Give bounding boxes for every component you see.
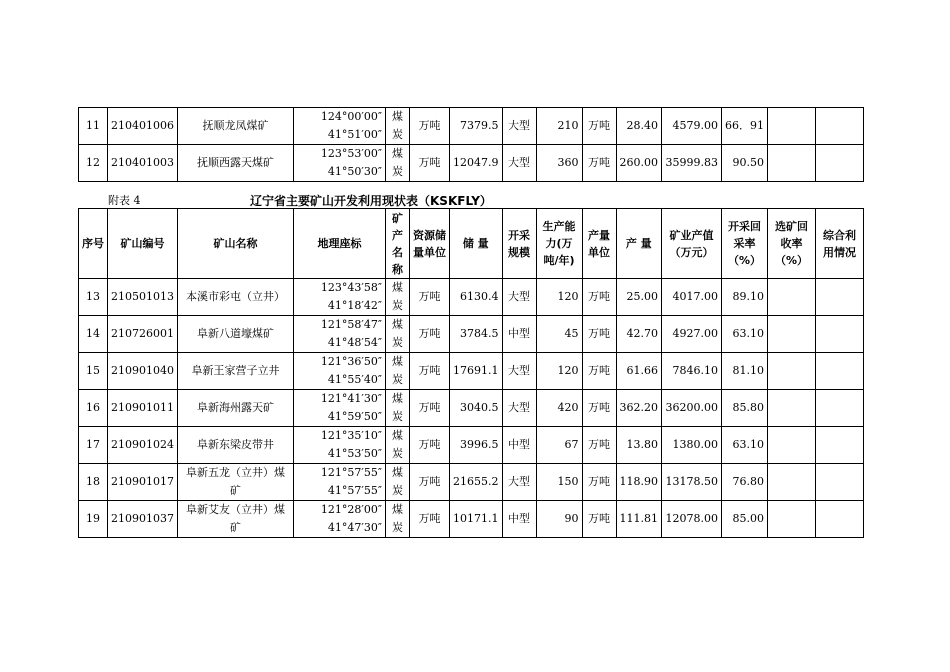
cell-usage [816,464,864,501]
cell-scale: 大型 [502,390,536,427]
table-row [79,427,864,464]
cell-usage [816,353,864,390]
cell-name: 抚顺龙凤煤矿 [178,108,294,145]
appendix-label: 附表 4 [108,194,141,207]
table-row [79,108,864,145]
cell-usage [816,390,864,427]
cell-scale: 中型 [502,316,536,353]
cell-capacity: 420 [536,390,582,427]
cell-mining-rate: 85.80 [722,390,768,427]
cell-usage [816,279,864,316]
header-coord: 地理座标 [294,209,386,279]
mine-development-table [78,208,864,538]
table-title: 辽宁省主要矿山开发利用现状表（KSKFLY） [250,194,492,208]
cell-output-unit: 万吨 [582,353,616,390]
cell-mineral: 煤炭 [386,145,410,182]
cell-name: 阜新海州露天矿 [178,390,294,427]
cell-unit: 万吨 [410,427,450,464]
latitude: 41°59′50″ [327,410,382,423]
header-no: 序号 [79,209,108,279]
cell-reserve: 12047.9 [450,145,503,182]
cell-recovery-rate [768,279,816,316]
cell-recovery-rate [768,464,816,501]
cell-capacity: 45 [536,316,582,353]
cell-scale: 中型 [502,427,536,464]
cell-unit: 万吨 [410,108,450,145]
header-code: 矿山编号 [108,209,178,279]
cell-no: 14 [79,316,108,353]
cell-code: 210401006 [108,108,178,145]
cell-value: 4017.00 [662,279,722,316]
cell-output: 362.20 [616,390,662,427]
cell-value: 7846.10 [662,353,722,390]
table-body [79,279,864,538]
latitude: 41°51′00″ [327,128,382,141]
cell-scale: 中型 [502,501,536,538]
cell-mining-rate: 66．91 [722,108,768,145]
cell-name: 阜新王家营子立井 [178,353,294,390]
cell-value: 4927.00 [662,316,722,353]
cell-scale: 大型 [502,279,536,316]
cell-reserve: 6130.4 [450,279,503,316]
cell-coord [294,316,386,353]
header-mineral: 矿产名称 [386,209,410,279]
table-row [79,390,864,427]
cell-output: 28.40 [616,108,662,145]
cell-recovery-rate [768,145,816,182]
cell-coord [294,501,386,538]
cell-scale: 大型 [502,464,536,501]
cell-value: 4579.00 [662,108,722,145]
cell-output-unit: 万吨 [582,464,616,501]
cell-name: 抚顺西露天煤矿 [178,145,294,182]
longitude: 121°35′10″ [320,429,382,442]
cell-capacity: 150 [536,464,582,501]
latitude: 41°47′30″ [327,521,382,534]
header-output-unit: 产量单位 [582,209,616,279]
cell-no: 11 [79,108,108,145]
cell-value: 36200.00 [662,390,722,427]
table-row [79,279,864,316]
cell-mineral: 煤炭 [386,464,410,501]
cell-code: 210401003 [108,145,178,182]
longitude: 121°41′30″ [320,392,382,405]
table-row [79,316,864,353]
cell-code: 210901037 [108,501,178,538]
cell-output: 13.80 [616,427,662,464]
continued-mine-table [78,107,864,182]
cell-no: 19 [79,501,108,538]
table-row [79,501,864,538]
cell-capacity: 360 [536,145,582,182]
cell-reserve: 3996.5 [450,427,503,464]
cell-usage [816,501,864,538]
cell-unit: 万吨 [410,390,450,427]
cell-capacity: 210 [536,108,582,145]
header-reserve: 储 量 [450,209,503,279]
cell-usage [816,316,864,353]
header-output: 产 量 [616,209,662,279]
header-value: 矿业产值（万元） [662,209,722,279]
cell-name: 阜新东梁皮带井 [178,427,294,464]
cell-name: 阜新艾友（立井）煤矿 [178,501,294,538]
cell-no: 16 [79,390,108,427]
cell-code: 210901011 [108,390,178,427]
cell-output-unit: 万吨 [582,427,616,464]
cell-recovery-rate [768,316,816,353]
cell-code: 210901024 [108,427,178,464]
cell-unit: 万吨 [410,464,450,501]
latitude: 41°57′55″ [327,484,382,497]
cell-coord [294,464,386,501]
cell-output: 61.66 [616,353,662,390]
cell-output: 25.00 [616,279,662,316]
cell-output-unit: 万吨 [582,279,616,316]
cell-mining-rate: 85.00 [722,501,768,538]
cell-output: 260.00 [616,145,662,182]
longitude: 121°28′00″ [320,503,382,516]
cell-recovery-rate [768,501,816,538]
cell-output-unit: 万吨 [582,390,616,427]
cell-output-unit: 万吨 [582,501,616,538]
cell-output-unit: 万吨 [582,108,616,145]
cell-code: 210901040 [108,353,178,390]
cell-coord [294,390,386,427]
cell-recovery-rate [768,427,816,464]
cell-value: 1380.00 [662,427,722,464]
longitude: 123°43′58″ [320,281,382,294]
cell-reserve: 21655.2 [450,464,503,501]
cell-unit: 万吨 [410,501,450,538]
cell-usage [816,108,864,145]
latitude: 41°53′50″ [327,447,382,460]
latitude: 41°18′42″ [327,299,382,312]
cell-mineral: 煤炭 [386,501,410,538]
header-mining-rate: 开采回采率（%） [722,209,768,279]
cell-unit: 万吨 [410,279,450,316]
table-row [79,353,864,390]
cell-mining-rate: 90.50 [722,145,768,182]
table-header [79,209,864,279]
cell-mineral: 煤炭 [386,108,410,145]
longitude: 121°58′47″ [320,318,382,331]
cell-name: 阜新八道壕煤矿 [178,316,294,353]
cell-output-unit: 万吨 [582,316,616,353]
cell-no: 17 [79,427,108,464]
latitude: 41°55′40″ [327,373,382,386]
cell-code: 210726001 [108,316,178,353]
cell-output: 42.70 [616,316,662,353]
cell-name: 阜新五龙（立井）煤矿 [178,464,294,501]
cell-recovery-rate [768,108,816,145]
cell-coord [294,145,386,182]
cell-name: 本溪市彩屯（立井） [178,279,294,316]
longitude: 121°36′50″ [320,355,382,368]
header-capacity: 生产能力(万吨/年) [536,209,582,279]
cell-unit: 万吨 [410,145,450,182]
cell-mineral: 煤炭 [386,427,410,464]
cell-scale: 大型 [502,145,536,182]
cell-output: 118.90 [616,464,662,501]
latitude: 41°50′30″ [327,165,382,178]
cell-mineral: 煤炭 [386,279,410,316]
cell-value: 35999.83 [662,145,722,182]
cell-reserve: 17691.1 [450,353,503,390]
cell-scale: 大型 [502,108,536,145]
cell-mining-rate: 89.10 [722,279,768,316]
cell-no: 15 [79,353,108,390]
header-name: 矿山名称 [178,209,294,279]
cell-coord [294,353,386,390]
cell-code: 210501013 [108,279,178,316]
cell-mineral: 煤炭 [386,316,410,353]
cell-unit: 万吨 [410,316,450,353]
cell-no: 13 [79,279,108,316]
cell-recovery-rate [768,390,816,427]
cell-unit: 万吨 [410,353,450,390]
cell-mining-rate: 63.10 [722,427,768,464]
cell-value: 12078.00 [662,501,722,538]
cell-coord [294,279,386,316]
longitude: 124°00′00″ [320,110,382,123]
table-row [79,145,864,182]
continued-table-body [79,108,864,182]
cell-no: 12 [79,145,108,182]
cell-usage [816,145,864,182]
cell-mining-rate: 76.80 [722,464,768,501]
cell-output-unit: 万吨 [582,145,616,182]
cell-usage [816,427,864,464]
cell-capacity: 120 [536,353,582,390]
longitude: 123°53′00″ [320,147,382,160]
latitude: 41°48′54″ [327,336,382,349]
cell-coord [294,108,386,145]
cell-capacity: 67 [536,427,582,464]
cell-code: 210901017 [108,464,178,501]
cell-coord [294,427,386,464]
cell-reserve: 3040.5 [450,390,503,427]
cell-recovery-rate [768,353,816,390]
cell-output: 111.81 [616,501,662,538]
cell-reserve: 7379.5 [450,108,503,145]
table-row [79,464,864,501]
cell-scale: 大型 [502,353,536,390]
header-unit: 资源储量单位 [410,209,450,279]
header-scale: 开采规模 [502,209,536,279]
cell-mineral: 煤炭 [386,390,410,427]
cell-mining-rate: 81.10 [722,353,768,390]
longitude: 121°57′55″ [320,466,382,479]
cell-mining-rate: 63.10 [722,316,768,353]
cell-value: 13178.50 [662,464,722,501]
cell-capacity: 90 [536,501,582,538]
header-recovery-rate: 选矿回收率（%） [768,209,816,279]
cell-capacity: 120 [536,279,582,316]
cell-mineral: 煤炭 [386,353,410,390]
cell-reserve: 3784.5 [450,316,503,353]
cell-no: 18 [79,464,108,501]
table-caption [108,192,868,208]
cell-reserve: 10171.1 [450,501,503,538]
header-usage: 综合利用情况 [816,209,864,279]
